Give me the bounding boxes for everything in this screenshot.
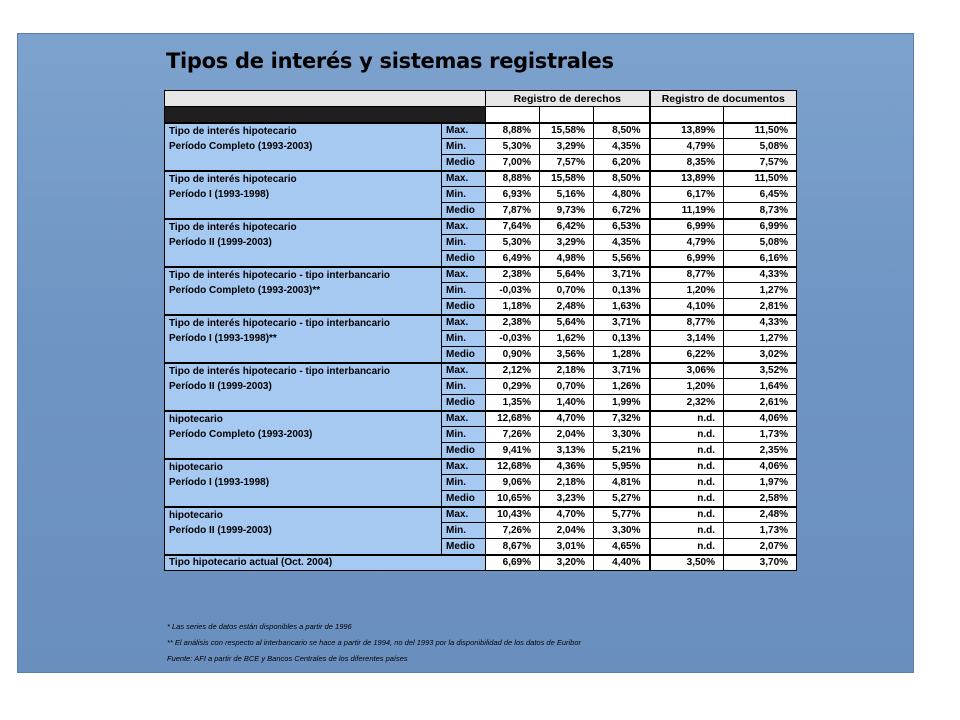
value-cell: n.d.: [650, 523, 724, 539]
group-header-row: [165, 91, 797, 107]
value-cell: 4,80%: [594, 187, 650, 203]
value-cell: 8,73%: [724, 203, 797, 219]
value-cell: 8,77%: [650, 267, 724, 283]
stat-label: Max.: [442, 411, 486, 427]
value-cell: 6,99%: [724, 219, 797, 235]
footnote-interbancario: ** El análisis con respecto al interbancario se hace a partir de 1994, no del 1993 por la disponibilidad de los datos de Euribor: [167, 638, 582, 647]
table-row: [165, 507, 797, 523]
value-cell: 6,69%: [486, 555, 540, 571]
row-label: Período Completo (1993-2003): [165, 139, 442, 155]
value-cell: 2,81%: [724, 299, 797, 315]
value-cell: 11,19%: [650, 203, 724, 219]
stat-label: Max.: [442, 363, 486, 379]
value-cell: n.d.: [650, 411, 724, 427]
final-row-label: Tipo hipotecario actual (Oct. 2004): [165, 555, 486, 571]
row-label: Tipo de interés hipotecario: [165, 219, 442, 235]
value-cell: 1,20%: [650, 283, 724, 299]
row-label: [165, 395, 442, 411]
value-cell: 5,77%: [594, 507, 650, 523]
value-cell: 1,73%: [724, 427, 797, 443]
value-cell: 1,26%: [594, 379, 650, 395]
value-cell: 5,21%: [594, 443, 650, 459]
stat-label: Min.: [442, 379, 486, 395]
value-cell: 3,29%: [540, 235, 594, 251]
value-cell: n.d.: [650, 427, 724, 443]
value-cell: 2,07%: [724, 539, 797, 555]
value-cell: 7,57%: [724, 155, 797, 171]
header-blank-cell: [165, 107, 486, 123]
table-row: [165, 523, 797, 539]
row-label: Período Completo (1993-2003)**: [165, 283, 442, 299]
value-cell: 7,26%: [486, 523, 540, 539]
column-header-alemania: Alemania: [594, 107, 650, 123]
table-row: [165, 459, 797, 475]
value-cell: 3,71%: [594, 363, 650, 379]
value-cell: 4,35%: [594, 235, 650, 251]
value-cell: 2,48%: [724, 507, 797, 523]
value-cell: 3,14%: [650, 331, 724, 347]
value-cell: 6,99%: [650, 251, 724, 267]
value-cell: 6,20%: [594, 155, 650, 171]
value-cell: 1,35%: [486, 395, 540, 411]
value-cell: 3,02%: [724, 347, 797, 363]
value-cell: 7,87%: [486, 203, 540, 219]
value-cell: -0,03%: [486, 331, 540, 347]
group-header-registro-documentos: Registro de documentos: [650, 91, 797, 107]
value-cell: 7,26%: [486, 427, 540, 443]
stat-label: Min.: [442, 475, 486, 491]
value-cell: 4,65%: [594, 539, 650, 555]
value-cell: 0,70%: [540, 379, 594, 395]
stat-label: Medio: [442, 299, 486, 315]
value-cell: n.d.: [650, 507, 724, 523]
row-label: Tipo de interés hipotecario - tipo interbancario: [165, 315, 442, 331]
value-cell: 0,70%: [540, 283, 594, 299]
value-cell: 3,71%: [594, 267, 650, 283]
value-cell: 2,38%: [486, 267, 540, 283]
value-cell: 8,50%: [594, 123, 650, 139]
stat-label: Medio: [442, 491, 486, 507]
row-label: hipotecario: [165, 411, 442, 427]
stat-label: Max.: [442, 507, 486, 523]
table-row: [165, 283, 797, 299]
value-cell: 1,20%: [650, 379, 724, 395]
value-cell: 1,27%: [724, 331, 797, 347]
value-cell: 6,72%: [594, 203, 650, 219]
value-cell: 3,71%: [594, 315, 650, 331]
value-cell: 4,06%: [724, 411, 797, 427]
value-cell: 2,48%: [540, 299, 594, 315]
value-cell: 4,36%: [540, 459, 594, 475]
value-cell: 11,50%: [724, 123, 797, 139]
column-header-italia: Italia *: [650, 107, 724, 123]
value-cell: 8,50%: [594, 171, 650, 187]
stat-label: Min.: [442, 427, 486, 443]
value-cell: 11,50%: [724, 171, 797, 187]
value-cell: 1,28%: [594, 347, 650, 363]
value-cell: 7,32%: [594, 411, 650, 427]
value-cell: 4,10%: [650, 299, 724, 315]
value-cell: 1,18%: [486, 299, 540, 315]
value-cell: 2,12%: [486, 363, 540, 379]
table-row: [165, 171, 797, 187]
value-cell: 1,40%: [540, 395, 594, 411]
value-cell: 6,42%: [540, 219, 594, 235]
stat-label: Medio: [442, 395, 486, 411]
table-row: [165, 475, 797, 491]
table-row: [165, 443, 797, 459]
row-label: hipotecario: [165, 507, 442, 523]
row-label: [165, 443, 442, 459]
value-cell: 7,00%: [486, 155, 540, 171]
value-cell: 5,30%: [486, 235, 540, 251]
row-label: Período I (1993-1998): [165, 187, 442, 203]
table-row: [165, 315, 797, 331]
table-row: [165, 539, 797, 555]
value-cell: 3,56%: [540, 347, 594, 363]
column-header-francia: Francia: [724, 107, 797, 123]
stat-label: Medio: [442, 539, 486, 555]
row-label: Período I (1993-1998)**: [165, 331, 442, 347]
value-cell: 3,13%: [540, 443, 594, 459]
value-cell: 5,08%: [724, 235, 797, 251]
value-cell: 6,49%: [486, 251, 540, 267]
value-cell: 4,33%: [724, 315, 797, 331]
value-cell: 4,81%: [594, 475, 650, 491]
row-label: [165, 203, 442, 219]
value-cell: 3,30%: [594, 427, 650, 443]
row-label: Período I (1993-1998): [165, 475, 442, 491]
table-row: [165, 379, 797, 395]
row-label: Tipo de interés hipotecario - tipo interbancario: [165, 267, 442, 283]
footnote-source: Fuente: AFI a partir de BCE y Bancos Centrales de los diferentes países: [167, 654, 408, 663]
stat-label: Min.: [442, 139, 486, 155]
stat-label: Max.: [442, 219, 486, 235]
table-body: [165, 91, 797, 571]
header-blank-cell: [165, 91, 486, 107]
stat-label: Max.: [442, 123, 486, 139]
stat-label: Min.: [442, 283, 486, 299]
stat-label: Max.: [442, 459, 486, 475]
stat-label: Min.: [442, 235, 486, 251]
table-row: [165, 123, 797, 139]
value-cell: 8,35%: [650, 155, 724, 171]
value-cell: 13,89%: [650, 123, 724, 139]
value-cell: 1,97%: [724, 475, 797, 491]
value-cell: 2,61%: [724, 395, 797, 411]
value-cell: 6,93%: [486, 187, 540, 203]
column-header-espana: España: [540, 107, 594, 123]
value-cell: 6,22%: [650, 347, 724, 363]
value-cell: 2,18%: [540, 475, 594, 491]
table-row: [165, 203, 797, 219]
value-cell: 4,33%: [724, 267, 797, 283]
value-cell: 8,67%: [486, 539, 540, 555]
value-cell: -0,03%: [486, 283, 540, 299]
value-cell: 4,40%: [594, 555, 650, 571]
stat-label: Min.: [442, 523, 486, 539]
row-label: Tipo de interés hipotecario - tipo interbancario: [165, 363, 442, 379]
value-cell: 3,50%: [650, 555, 724, 571]
value-cell: 2,18%: [540, 363, 594, 379]
value-cell: 12,68%: [486, 459, 540, 475]
row-label: Tipo de interés hipotecario: [165, 171, 442, 187]
row-label: [165, 491, 442, 507]
value-cell: 12,68%: [486, 411, 540, 427]
value-cell: 4,35%: [594, 139, 650, 155]
row-label: [165, 539, 442, 555]
value-cell: 10,43%: [486, 507, 540, 523]
value-cell: 2,38%: [486, 315, 540, 331]
value-cell: 6,99%: [650, 219, 724, 235]
value-cell: 7,64%: [486, 219, 540, 235]
value-cell: 15,58%: [540, 123, 594, 139]
value-cell: 3,01%: [540, 539, 594, 555]
value-cell: 7,57%: [540, 155, 594, 171]
table-row: [165, 395, 797, 411]
stat-label: Max.: [442, 267, 486, 283]
stat-label: Min.: [442, 331, 486, 347]
value-cell: 4,79%: [650, 139, 724, 155]
table-row: [165, 331, 797, 347]
value-cell: 3,20%: [540, 555, 594, 571]
stat-label: Medio: [442, 347, 486, 363]
stat-label: Medio: [442, 251, 486, 267]
value-cell: 5,64%: [540, 267, 594, 283]
value-cell: 0,13%: [594, 283, 650, 299]
stat-label: Medio: [442, 155, 486, 171]
value-cell: 0,29%: [486, 379, 540, 395]
value-cell: 2,04%: [540, 523, 594, 539]
value-cell: n.d.: [650, 539, 724, 555]
value-cell: 6,16%: [724, 251, 797, 267]
value-cell: 3,06%: [650, 363, 724, 379]
table-row: [165, 155, 797, 171]
value-cell: 1,73%: [724, 523, 797, 539]
row-label: [165, 299, 442, 315]
value-cell: n.d.: [650, 491, 724, 507]
value-cell: 13,89%: [650, 171, 724, 187]
value-cell: 9,41%: [486, 443, 540, 459]
stat-label: Min.: [442, 187, 486, 203]
value-cell: 3,23%: [540, 491, 594, 507]
table-row: [165, 187, 797, 203]
value-cell: 8,88%: [486, 171, 540, 187]
row-label: Período II (1999-2003): [165, 235, 442, 251]
table-row: [165, 251, 797, 267]
stat-label: Max.: [442, 171, 486, 187]
final-row: [165, 555, 797, 571]
table-row: [165, 427, 797, 443]
row-label: Período Completo (1993-2003): [165, 427, 442, 443]
table-row: [165, 411, 797, 427]
row-label: hipotecario: [165, 459, 442, 475]
row-label: [165, 251, 442, 267]
interest-rates-table: [164, 90, 797, 571]
row-label: Tipo de interés hipotecario: [165, 123, 442, 139]
footnotes: [167, 619, 581, 667]
value-cell: 5,64%: [540, 315, 594, 331]
value-cell: 1,63%: [594, 299, 650, 315]
table-row: [165, 139, 797, 155]
group-header-registro-derechos: Registro de derechos: [486, 91, 650, 107]
value-cell: 0,90%: [486, 347, 540, 363]
value-cell: 6,17%: [650, 187, 724, 203]
value-cell: n.d.: [650, 475, 724, 491]
stat-label: Medio: [442, 443, 486, 459]
column-header-row: [165, 107, 797, 123]
value-cell: 4,79%: [650, 235, 724, 251]
value-cell: 2,35%: [724, 443, 797, 459]
row-label: [165, 155, 442, 171]
value-cell: 4,06%: [724, 459, 797, 475]
row-label: Período II (1999-2003): [165, 523, 442, 539]
value-cell: n.d.: [650, 443, 724, 459]
page-title: Tipos de interés y sistemas registrales: [166, 49, 614, 73]
value-cell: 10,65%: [486, 491, 540, 507]
stat-label: Medio: [442, 203, 486, 219]
value-cell: 3,29%: [540, 139, 594, 155]
value-cell: 5,27%: [594, 491, 650, 507]
value-cell: n.d.: [650, 459, 724, 475]
table-row: [165, 267, 797, 283]
value-cell: 15,58%: [540, 171, 594, 187]
value-cell: 5,56%: [594, 251, 650, 267]
value-cell: 3,30%: [594, 523, 650, 539]
value-cell: 5,16%: [540, 187, 594, 203]
table-row: [165, 299, 797, 315]
value-cell: 1,27%: [724, 283, 797, 299]
value-cell: 2,04%: [540, 427, 594, 443]
row-label: Período II (1999-2003): [165, 379, 442, 395]
value-cell: 2,32%: [650, 395, 724, 411]
value-cell: 1,64%: [724, 379, 797, 395]
value-cell: 2,58%: [724, 491, 797, 507]
value-cell: 6,45%: [724, 187, 797, 203]
value-cell: 9,73%: [540, 203, 594, 219]
stat-label: Max.: [442, 315, 486, 331]
value-cell: 9,06%: [486, 475, 540, 491]
table-row: [165, 235, 797, 251]
value-cell: 4,70%: [540, 507, 594, 523]
value-cell: 5,30%: [486, 139, 540, 155]
value-cell: 1,62%: [540, 331, 594, 347]
value-cell: 1,99%: [594, 395, 650, 411]
value-cell: 3,52%: [724, 363, 797, 379]
value-cell: 4,70%: [540, 411, 594, 427]
value-cell: 0,13%: [594, 331, 650, 347]
value-cell: 3,70%: [724, 555, 797, 571]
row-label: [165, 347, 442, 363]
value-cell: 8,88%: [486, 123, 540, 139]
value-cell: 6,53%: [594, 219, 650, 235]
column-header-ru: RU *: [486, 107, 540, 123]
value-cell: 5,08%: [724, 139, 797, 155]
value-cell: 5,95%: [594, 459, 650, 475]
table-row: [165, 219, 797, 235]
footnote-ru: * Las series de datos están disponibles a partir de 1996: [167, 622, 352, 631]
table-row: [165, 491, 797, 507]
table-row: [165, 363, 797, 379]
value-cell: 8,77%: [650, 315, 724, 331]
value-cell: 4,98%: [540, 251, 594, 267]
table-row: [165, 347, 797, 363]
